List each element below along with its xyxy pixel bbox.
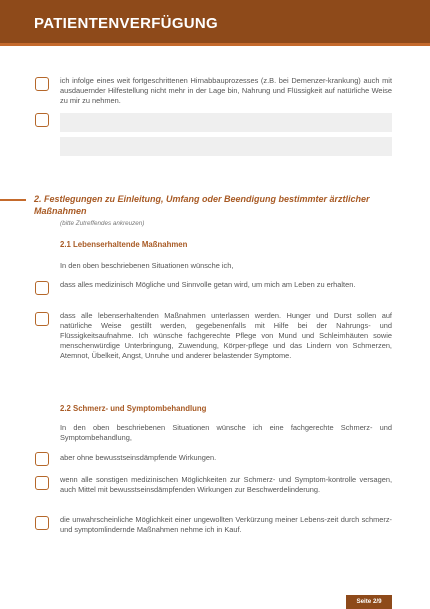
option-life-support-all: dass alles medizinisch Mögliche und Sinnvolle getan wird, um mich am Leben zu erhalten. [60, 280, 356, 289]
section-2-heading: 2. Festlegungen zu Einleitung, Umfang oder Beendigung bestimmter ärztlicher Maßnahmen [34, 194, 370, 216]
document-title: PATIENTENVERFÜGUNG [34, 15, 219, 32]
checkbox-dementia[interactable] [35, 77, 49, 91]
subsection-2-1-title: 2.1 Lebenserhaltende Maßnahmen [60, 240, 188, 249]
option-pain-sedation: wenn alle sonstigen medizinischen Möglichkeiten zur Schmerz- und Symptom-kontrolle versagen, auch Mittel mit bewusstseinsdämpfenden Wirkungen zur Beschwerdelinderung. [60, 475, 392, 494]
checkbox-life-support-all[interactable] [35, 281, 49, 295]
page-number-badge: Seite 2/9 [346, 595, 392, 609]
option-accept-shortening: die unwahrscheinliche Möglichkeit einer ungewollten Verkürzung meiner Lebens-zeit durch schmerz- und symptomlindernde Maßnahmen nehme ich in Kauf. [60, 515, 392, 534]
custom-situation-field-2[interactable] [60, 137, 392, 156]
subsection-2-2-title: 2.2 Schmerz- und Symptombehandlung [60, 404, 207, 413]
checkbox-custom-situation[interactable] [35, 113, 49, 127]
subsection-2-2-intro: In den oben beschriebenen Situationen wünsche ich eine fachgerechte Schmerz- und Symptombehandlung, [60, 423, 392, 442]
option-life-support-withhold: dass alle lebenserhaltenden Maßnahmen unterlassen werden. Hunger und Durst sollen auf natürliche Weise gestillt werden, gegebenenfalls mit Hilfe bei der Nahrungs- und Flüssigkeitsaufnahme. Ich wünsche fachgerechte Pflege von Mund und Schleimhäuten sowie menschenwürdige Unterbringung, Zuwendung, Körper-pflege und das Lindern von Schmerzen, Atemnot, Übelkeit, Angst, Unruhe und anderer belastender Symptome. [60, 311, 392, 360]
checkbox-accept-shortening[interactable] [35, 516, 49, 530]
instruction-note: (bitte Zutreffendes ankreuzen) [60, 220, 145, 227]
item-dementia-text: ich infolge eines weit fortgeschrittenen Hirnabbauprozesses (z.B. bei Demenzer-krankung) auch mit ausdauernder Hilfestellung nicht mehr in der Lage bin, Nahrung und Flüssigkeit auf natürliche Weise zu mir zu nehmen. [60, 76, 392, 105]
section-accent-line [0, 199, 26, 201]
option-pain-no-sedation: aber ohne bewusstseinsdämpfende Wirkungen. [60, 453, 217, 462]
page-header [0, 0, 430, 46]
checkbox-pain-sedation[interactable] [35, 476, 49, 490]
custom-situation-field-1[interactable] [60, 113, 392, 132]
checkbox-life-support-withhold[interactable] [35, 312, 49, 326]
checkbox-pain-no-sedation[interactable] [35, 452, 49, 466]
subsection-2-1-intro: In den oben beschriebenen Situationen wünsche ich, [60, 261, 234, 270]
